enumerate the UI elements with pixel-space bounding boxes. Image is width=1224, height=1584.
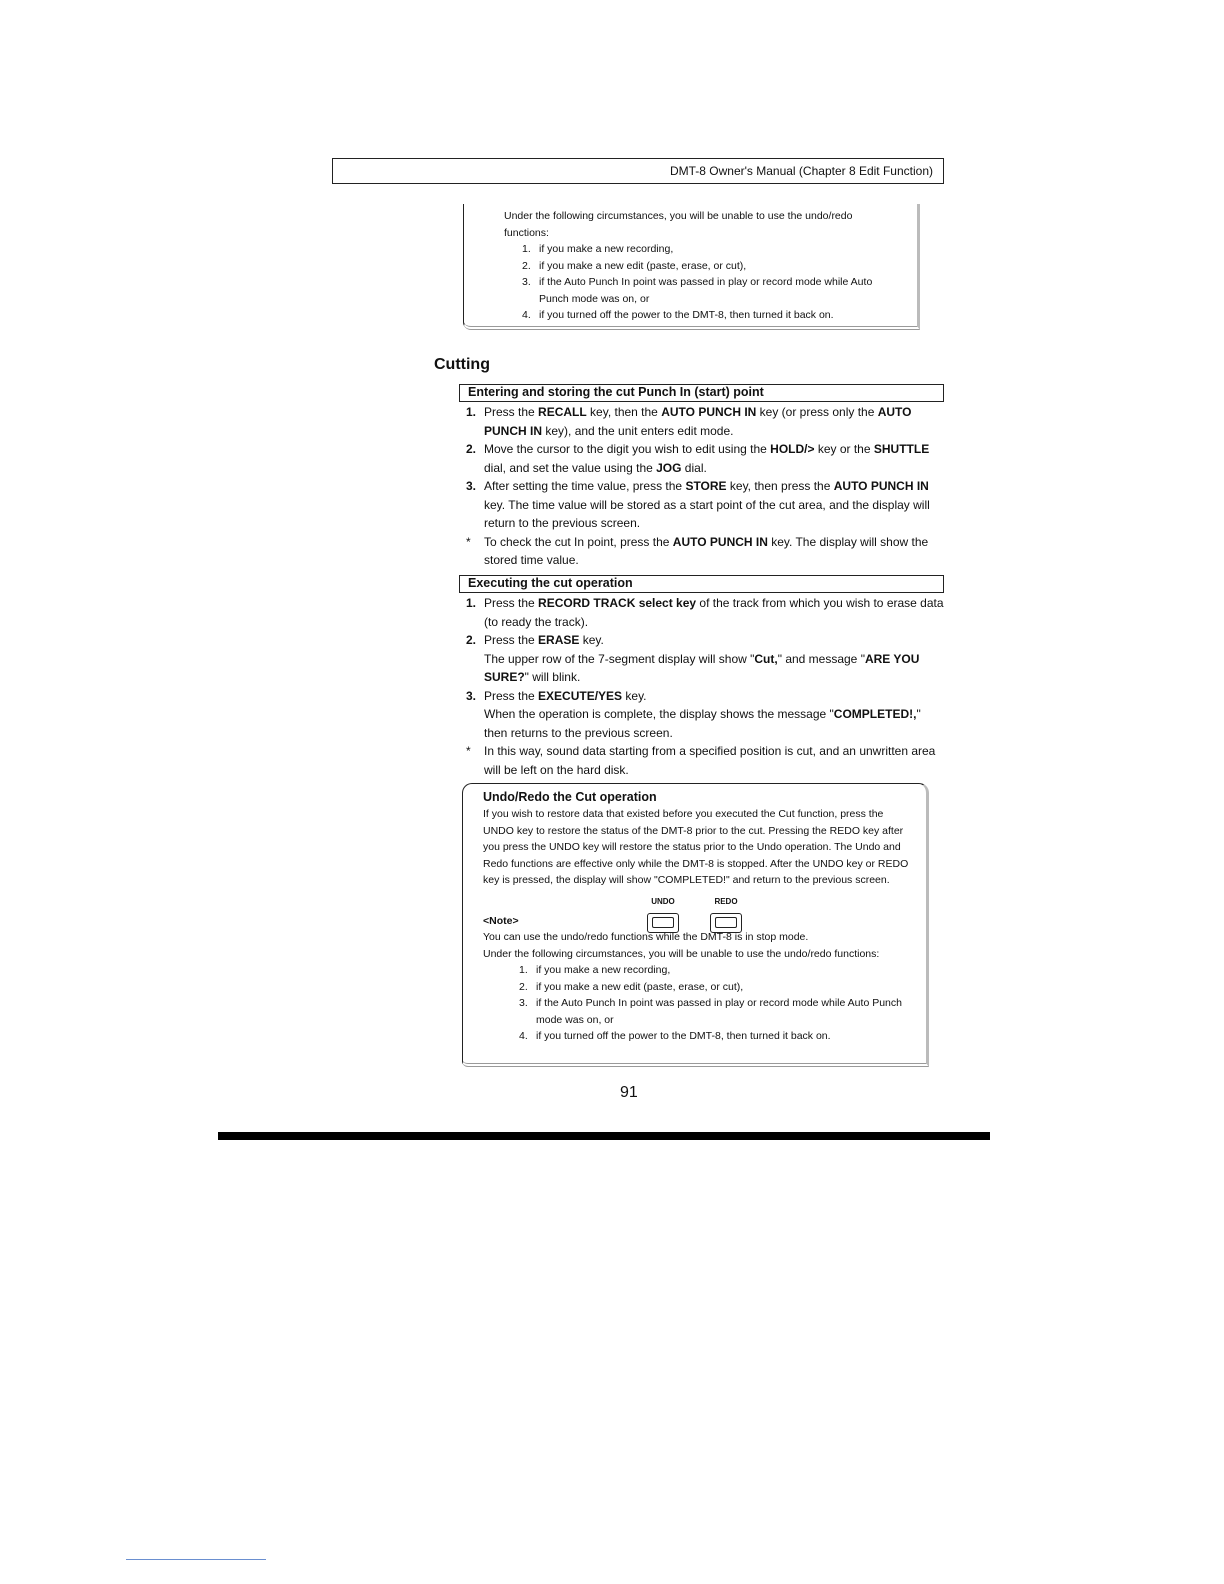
- list-item: 3. if the Auto Punch In point was passed in play or record mode while Auto Punch mode was on, or: [522, 276, 873, 305]
- key-name: AUTO PUNCH IN: [484, 405, 912, 438]
- undo-redo-keys: [643, 894, 763, 934]
- undo-key-label: UNDO: [651, 897, 675, 906]
- key-name: RECALL: [538, 405, 587, 419]
- undo-redo-title: Undo/Redo the Cut operation: [483, 790, 657, 804]
- step-text: key. The display will show the stored time value.: [484, 534, 929, 567]
- step-text: In this way, sound data starting from a specified position is cut, and an unwritten area will be left on the hard disk.: [484, 744, 936, 777]
- step-text: key), and the unit enters edit mode.: [542, 423, 734, 438]
- footer-rule: [218, 1132, 990, 1140]
- step-text: The upper row of the 7-segment display will show ": [484, 651, 755, 666]
- step-text: Press the: [484, 405, 539, 419]
- note-line: You can use the undo/redo functions while the DMT-8 is in stop mode.: [483, 931, 809, 943]
- step-number: *: [466, 534, 471, 549]
- step-text: " then returns to the previous screen.: [484, 707, 921, 740]
- list-item: 4. if you turned off the power to the DMT-8, then turned it back on.: [519, 1030, 831, 1042]
- note-label: <Note>: [483, 914, 519, 927]
- step-text: After setting the time value, press the: [484, 479, 686, 493]
- step-text: key.: [579, 633, 604, 647]
- top-note-list: [504, 241, 907, 324]
- step-number: 3.: [466, 479, 477, 493]
- running-header: [332, 158, 944, 184]
- step-text: key (or press only the: [756, 405, 878, 419]
- list-item: 4. if you turned off the power to the DMT-8, then turned it back on.: [522, 309, 834, 321]
- header-title: DMT-8 Owner's Manual (Chapter 8 Edit Function): [669, 164, 933, 178]
- redo-key-label: REDO: [714, 897, 738, 906]
- step-number: *: [466, 744, 471, 758]
- key-name: ERASE: [538, 633, 580, 647]
- note-intro: Under the following circumstances, you will be unable to use the undo/redo functions:: [483, 947, 880, 960]
- step-text: Press the: [484, 633, 539, 647]
- step-number: 1.: [466, 596, 477, 610]
- undo-note-list: [483, 962, 916, 1045]
- step-item: [466, 477, 944, 533]
- step-text: dial.: [681, 460, 707, 475]
- key-name: STORE: [685, 479, 727, 493]
- step-item: [466, 631, 944, 650]
- step-text: " will blink.: [524, 670, 581, 684]
- list-item: 1. if you make a new recording,: [519, 964, 671, 976]
- step-text: Move the cursor to the digit you wish to edit using the: [484, 442, 771, 456]
- redo-key: [706, 894, 746, 933]
- key-name: JOG: [656, 460, 682, 475]
- list-item: 3. if the Auto Punch In point was passed in play or record mode while Auto Punch mode was on, or: [519, 997, 902, 1026]
- execute-cut-steps: [466, 594, 944, 779]
- step-number: 2.: [466, 633, 477, 647]
- step-number: 2.: [466, 442, 477, 456]
- step-number: 3.: [466, 688, 477, 703]
- subsection-heading-punch-in: Entering and storing the cut Punch In (start) point: [459, 384, 944, 402]
- step-text: When the operation is complete, the display shows the message ": [484, 707, 834, 721]
- undo-key-icon: [647, 913, 679, 933]
- step-item: [466, 687, 944, 706]
- step-item: [466, 650, 944, 687]
- step-text: Press the: [484, 596, 539, 610]
- step-item: [466, 403, 944, 440]
- key-name: RECORD TRACK select key: [538, 596, 697, 610]
- key-name: SHUTTLE: [873, 442, 930, 456]
- top-note-intro: Under the following circumstances, you will be unable to use the undo/redo functions:: [504, 210, 853, 239]
- key-name: ARE YOU SURE?: [484, 651, 920, 684]
- key-name: EXECUTE/YES: [538, 688, 623, 703]
- step-text: Press the: [484, 688, 539, 703]
- step-item: [466, 533, 944, 570]
- key-name: AUTO PUNCH IN: [672, 534, 768, 549]
- step-item: [466, 440, 944, 477]
- scan-artifact-line: [126, 1559, 266, 1560]
- step-text: dial, and set the value using the: [484, 460, 657, 475]
- step-item: [466, 705, 944, 742]
- step-text: key, then press the: [726, 479, 834, 493]
- punch-in-steps: [466, 403, 944, 570]
- undo-key: [643, 894, 683, 933]
- step-text: key or the: [814, 442, 874, 456]
- undo-redo-body: If you wish to restore data that existed before you executed the Cut function, press the UNDO key to restore the status of the DMT-8 prior to the cut. Pressing the REDO key after you press the UNDO key will restore the status prior to the Undo operation. The Undo and Redo functions are effective only while the DMT-8 is stopped. After the UNDO key or REDO key is pressed, the display will show "COMPLETED!" and return to the previous screen.: [483, 808, 909, 886]
- key-name: COMPLETED!,: [833, 707, 917, 721]
- list-item: 2. if you make a new edit (paste, erase, or cut),: [519, 980, 744, 993]
- key-name: AUTO PUNCH IN: [833, 479, 929, 493]
- key-name: HOLD/>: [770, 442, 815, 456]
- step-number: 1.: [466, 405, 477, 419]
- redo-key-icon: [710, 913, 742, 933]
- step-text: of the track from which you wish to erase data (to ready the track).: [484, 596, 944, 629]
- step-text: key, then the: [586, 405, 662, 419]
- step-item: [466, 742, 944, 779]
- step-text: To check the cut In point, press the: [484, 534, 673, 549]
- step-item: [466, 594, 944, 631]
- step-text: key.: [622, 688, 647, 703]
- top-note-box: [463, 204, 920, 330]
- key-name: Cut,: [754, 651, 778, 666]
- subsection-heading-execute-cut: Executing the cut operation: [459, 575, 944, 593]
- undo-redo-box: [462, 783, 929, 1067]
- step-text: key. The time value will be stored as a start point of the cut area, and the display will return to the previous screen.: [484, 497, 930, 530]
- page-number: 91: [620, 1084, 638, 1101]
- list-item: 2. if you make a new edit (paste, erase, or cut),: [522, 259, 747, 272]
- key-name: AUTO PUNCH IN: [661, 405, 757, 419]
- list-item: 1. if you make a new recording,: [522, 243, 674, 255]
- step-text: " and message ": [777, 651, 865, 666]
- section-title: Cutting: [434, 356, 490, 373]
